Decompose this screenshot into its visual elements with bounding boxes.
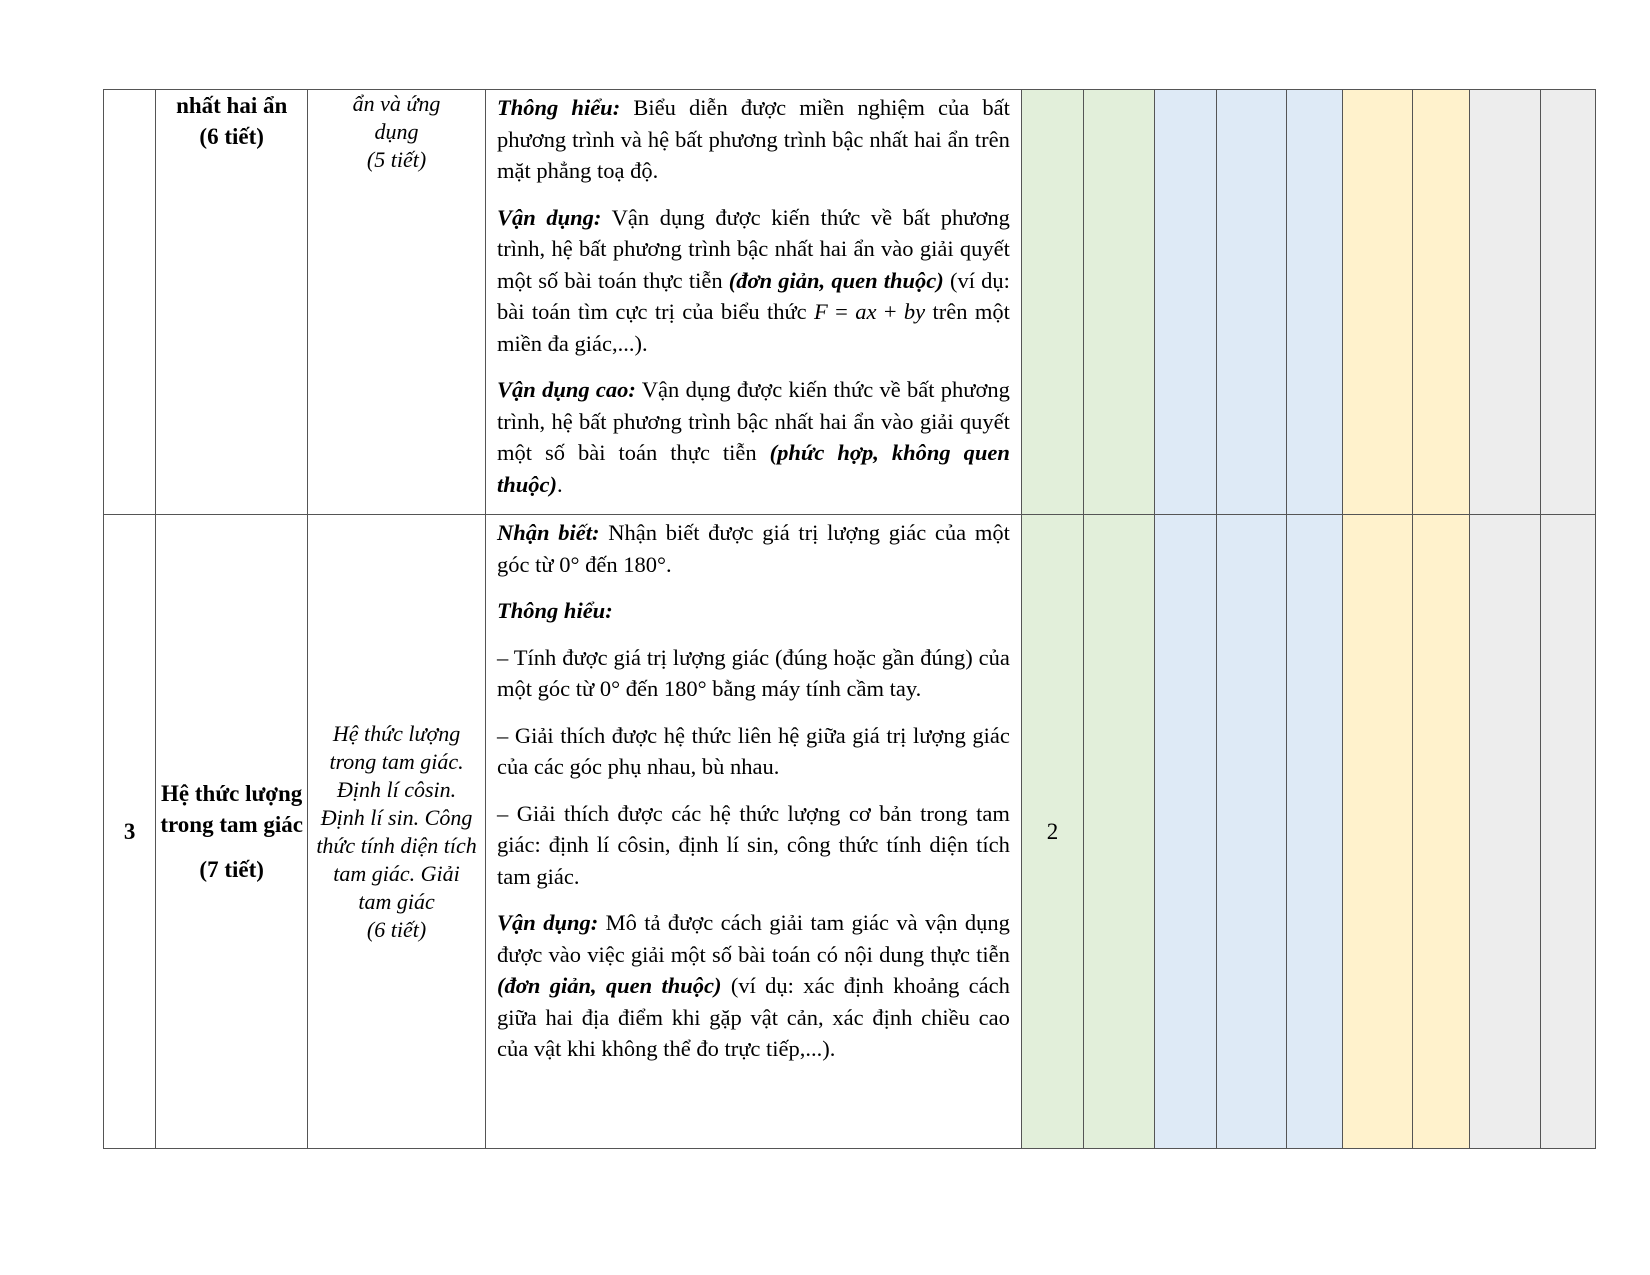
row-number — [104, 90, 156, 515]
level-label: Thông hiểu: — [497, 95, 621, 120]
count-cell — [1021, 90, 1083, 515]
count-cell — [1412, 515, 1469, 1149]
emphasis-text: (đơn giản, quen thuộc) — [497, 973, 722, 998]
requirement-text: = — [827, 299, 856, 324]
requirement-paragraph — [497, 907, 1010, 1065]
math-symbol: F — [814, 299, 828, 324]
unit-cell — [308, 515, 486, 1149]
emphasis-text: (đơn giản, quen thuộc) — [728, 267, 944, 293]
count-cell — [1287, 90, 1342, 515]
level-label: Vận dụng: — [497, 910, 599, 935]
count-cell — [1084, 515, 1154, 1149]
topic-periods: (6 tiết) — [199, 124, 264, 149]
table-row — [104, 90, 1596, 515]
requirement-paragraph — [497, 92, 1010, 187]
count-cell — [1287, 515, 1342, 1149]
count-cell — [1154, 515, 1216, 1149]
unit-title: Hệ thức lượng trong tam giác. Định lí côsin. Định lí sin. Công thức tính diện tích tam giác. Giải tam giác — [316, 720, 477, 914]
requirement-paragraph — [497, 202, 1010, 360]
requirement-text: . — [557, 471, 563, 497]
requirement-text: trên một miền đa giác,...). — [497, 299, 1010, 356]
count-cell — [1154, 90, 1216, 515]
requirements-cell — [486, 515, 1022, 1149]
count-cell — [1342, 90, 1412, 515]
requirement-paragraph — [497, 642, 1010, 705]
requirements-cell — [486, 90, 1022, 515]
count-cell — [1540, 90, 1595, 515]
level-label: Vận dụng cao: — [497, 377, 636, 402]
row-number: 3 — [104, 515, 156, 1149]
topic-periods: (7 tiết) — [199, 857, 264, 882]
requirement-text: + — [876, 299, 904, 324]
requirement-paragraph — [497, 595, 1010, 627]
requirement-text: (ví dụ: xác định khoảng cách giữa hai địa điểm khi gặp vật cản, xác định chiều cao của vật khi không thể đo trực tiếp,...). — [497, 973, 1010, 1061]
unit-periods: (5 tiết) — [366, 147, 427, 172]
level-label: Vận dụng: — [497, 204, 602, 230]
topic-line: nhất hai ẩn — [176, 93, 288, 118]
unit-line: dụng — [374, 119, 419, 144]
count-cell — [1540, 515, 1595, 1149]
emphasis-text: (phức hợp, không quen thuộc) — [497, 440, 1010, 497]
count-cell: 2 — [1021, 515, 1083, 1149]
requirement-text: Mô tả được cách giải tam giác và vận dụng được vào việc giải một số bài toán có nội dung thực tiễn — [497, 910, 1010, 967]
level-label: Thông hiểu: — [497, 598, 613, 623]
requirement-text: – Giải thích được các hệ thức lượng cơ bản trong tam giác: định lí côsin, định lí sin, công thức tính diện tích tam giác. — [497, 800, 1010, 889]
count-cell — [1216, 90, 1286, 515]
topic-title: Hệ thức lượng trong tam giác — [160, 781, 303, 837]
topic-cell — [156, 90, 308, 515]
requirement-text: Vận dụng được kiến thức về bất phương trình, hệ bất phương trình bậc nhất hai ẩn vào giải quyết một số bài toán thực tiễn — [497, 204, 1010, 293]
requirement-text: Nhận biết được giá trị lượng giác của một góc từ 0° đến 180°. — [497, 520, 1010, 577]
math-symbol: by — [903, 299, 926, 324]
count-cell — [1342, 515, 1412, 1149]
count-cell — [1084, 90, 1154, 515]
requirement-text: (ví dụ: bài toán tìm cực trị của biểu thức — [497, 267, 1010, 324]
unit-cell — [308, 90, 486, 515]
requirement-paragraph — [497, 517, 1010, 580]
requirement-text: – Giải thích được hệ thức liên hệ giữa giá trị lượng giác của các góc phụ nhau, bù nhau. — [497, 722, 1010, 779]
unit-periods: (6 tiết) — [366, 916, 427, 942]
requirement-paragraph — [497, 374, 1010, 500]
requirement-paragraph — [497, 798, 1010, 893]
spec-matrix-table — [103, 89, 1596, 1149]
requirement-paragraph — [497, 720, 1010, 783]
count-cell — [1470, 515, 1540, 1149]
math-symbol: ax — [855, 299, 877, 324]
count-cell — [1412, 90, 1469, 515]
topic-cell — [156, 515, 308, 1149]
requirement-text: – Tính được giá trị lượng giác (đúng hoặc gần đúng) của một góc từ 0° đến 180° bằng máy tính cầm tay. — [497, 644, 1010, 701]
requirement-text: Biểu diễn được miền nghiệm của bất phương trình và hệ bất phương trình bậc nhất hai ẩn trên mặt phẳng toạ độ. — [497, 95, 1010, 183]
level-label: Nhận biết: — [497, 520, 600, 545]
count-cell — [1470, 90, 1540, 515]
table-row — [104, 515, 1596, 1149]
requirement-text: Vận dụng được kiến thức về bất phương trình, hệ bất phương trình bậc nhất hai ẩn vào giải quyết một số bài toán thực tiễn — [497, 377, 1010, 465]
unit-line: ẩn và ứng — [352, 91, 441, 116]
count-cell — [1216, 515, 1286, 1149]
